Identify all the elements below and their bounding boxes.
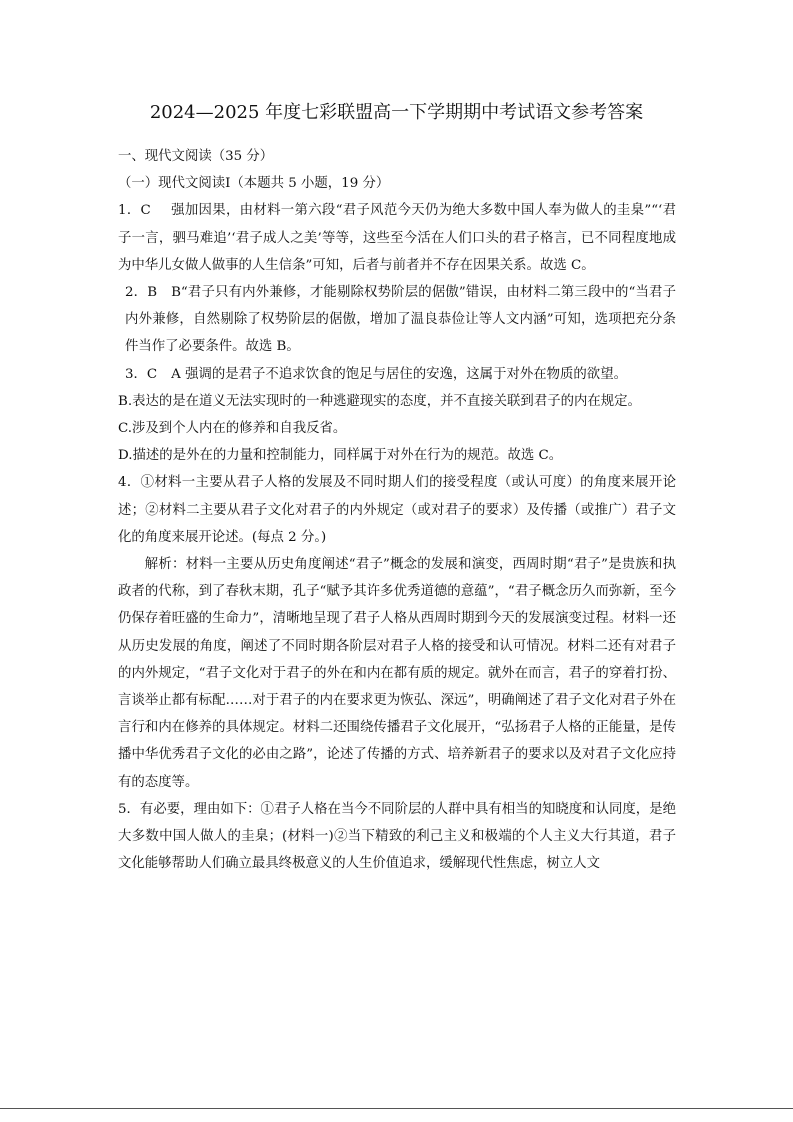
question-1-text: 强加因果，由材料一第六段“君子风范今天仍为绝大多数中国人奉为做人的圭臬”“‘君子一言，驷马难追’‘君子成人之美’等等，这些至今活在人们口头的君子格言，已不同程度地成为中华儿女做人做事的人生信条”可知，后者与前者并不存在因果关系。故选 C。 xyxy=(118,203,677,273)
question-5: 5．有必要，理由如下：①君子人格在当今不同阶层的人群中具有相当的知晓度和认同度，是绝大多数中国人做人的圭臬；(材料一)②当下精致的利己主义和极端的个人主义大行其道，君子文化能够帮助人们确立最具终极意义的人生价值追求，缓解现代性焦虑，树立人文 xyxy=(118,801,676,872)
page-title: 2024—2025 年度七彩联盟高一下学期期中考试语文参考答案 xyxy=(149,102,644,123)
question-1-number: 1．C xyxy=(118,203,151,219)
question-3-number: 3．C xyxy=(125,366,158,382)
question-3 xyxy=(118,361,676,388)
subsection-heading: （一）现代文阅读Ⅰ（本题共 5 小题，19 分） xyxy=(118,176,390,192)
question-2-text: B“君子只有内外兼修，才能剔除权势阶层的倨傲”错误，由材料二第三段中的“当君子内外兼修，自然剔除了权势阶层的倨傲，增加了温良恭俭让等人文内涵”可知，选项把充分条件当作了必要条件。故选 B。 xyxy=(125,285,676,355)
question-3-text: A 强调的是君子不追求饮食的饱足与居住的安逸，这属于对外在物质的欲望。 xyxy=(171,366,627,382)
question-2-number: 2．B xyxy=(125,285,158,301)
page-bottom-divider xyxy=(0,1108,793,1109)
section-heading: 一、现代文阅读（35 分） xyxy=(118,149,274,164)
question-3-option-c: C.涉及到个人内在的修养和自我反省。 xyxy=(118,421,347,437)
question-3-option-d: D.描述的是外在的力量和控制能力，同样属于对外在行为的规范。故选 C。 xyxy=(118,448,563,464)
question-4: 4．①材料一主要从君子人格的发展及不同时期人们的接受程度（或认可度）的角度来展开论述；②材料二主要从君子文化对君子的内外规定（或对君子的要求）及传播（或推广）君子文化的角度来展开论述。(每点 2 分。) xyxy=(118,475,676,545)
question-3-option-b: B.表达的是在道义无法实现时的一种逃避现实的态度，并不直接关联到君子的内在规定。 xyxy=(118,393,641,409)
question-1 xyxy=(118,197,676,279)
question-2 xyxy=(118,279,676,361)
question-4-analysis: 解析：材料一主要从历史角度阐述“君子”概念的发展和演变，西周时期“君子”是贵族和执政者的代称，到了春秋末期，孔子“赋予其许多优秀道德的意蕴”，“君子概念历久而弥新，至今仍保存着旺盛的生命力”，清晰地呈现了君子人格从西周时期到今天的发展演变过程。材料一还从历史发展的角度，阐述了不同时期各阶层对君子人格的接受和认可情况。材料二还有对君子的内外规定，“君子文化对于君子的外在和内在都有质的规定。就外在而言，君子的穿着打扮、言谈举止都有标配……对于君子的内在要求更为恢弘、深远”，明确阐述了君子文化对君子外在言行和内在修养的具体规定。材料二还围绕传播君子文化展开，“弘扬君子人格的正能量，是传播中华优秀君子文化的必由之路”，论述了传播的方式、培养新君子的要求以及对君子文化应持有的态度等。 xyxy=(118,557,676,790)
answer-content xyxy=(118,143,676,877)
